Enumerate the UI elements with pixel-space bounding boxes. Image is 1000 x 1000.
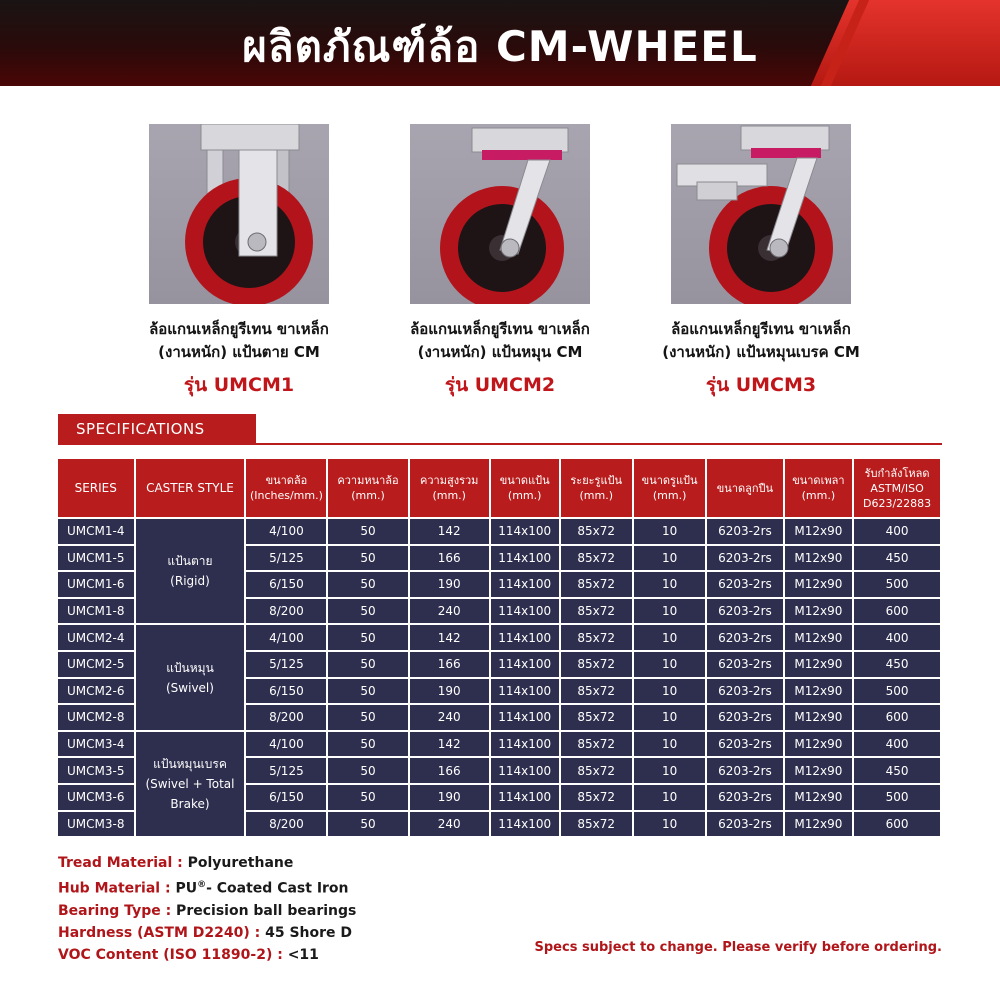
- cell-bolt-spacing: 85x72: [561, 785, 632, 810]
- cell-bolt-spacing: 85x72: [561, 625, 632, 650]
- table-row: [58, 625, 940, 650]
- note-hardness: Hardness (ASTM D2240) : 45 Shore D: [58, 924, 353, 941]
- cell-wheel-size: 8/200: [246, 812, 326, 837]
- cell-axle-size: M12x90: [785, 519, 853, 544]
- column-header-load-capacity: รับกำลังโหลด ASTM/ISO D623/22883: [854, 459, 940, 517]
- column-header-bolt-hole-size: ขนาดรูแป้น (mm.): [634, 459, 705, 517]
- disclaimer-text: Specs subject to change. Please verify before ordering.: [534, 940, 942, 955]
- product-description-line2: (งานหนัก) แป้นหมุนเบรค CM: [662, 343, 860, 361]
- cell-load-capacity: 600: [854, 812, 940, 837]
- cell-plate-size: 114x100: [491, 679, 559, 704]
- cell-overall-height: 240: [410, 812, 489, 837]
- cell-axle-size: M12x90: [785, 599, 853, 624]
- cell-series: UMCM2-8: [58, 705, 134, 730]
- cell-wheel-width: 50: [328, 599, 407, 624]
- cell-wheel-size: 8/200: [246, 705, 326, 730]
- cell-bolt-hole-size: 10: [634, 625, 705, 650]
- cell-bearing-size: 6203-2rs: [707, 546, 782, 571]
- cell-bearing-size: 6203-2rs: [707, 625, 782, 650]
- cell-overall-height: 142: [410, 519, 489, 544]
- cell-overall-height: 190: [410, 679, 489, 704]
- cell-load-capacity: 500: [854, 679, 940, 704]
- cell-series: UMCM3-5: [58, 758, 134, 783]
- product-description-line2: (งานหนัก) แป้นหมุน CM: [417, 343, 583, 361]
- product-model: รุ่น UMCM1: [183, 374, 295, 396]
- cell-bearing-size: 6203-2rs: [707, 572, 782, 597]
- cell-plate-size: 114x100: [491, 758, 559, 783]
- column-header-wheel-width: ความหนาล้อ (mm.): [328, 459, 407, 517]
- cell-bearing-size: 6203-2rs: [707, 812, 782, 837]
- cell-axle-size: M12x90: [785, 758, 853, 783]
- product-photo-swivel-brake-caster: [671, 124, 851, 304]
- cell-series: UMCM2-6: [58, 679, 134, 704]
- product-description-line1: ล้อแกนเหล็กยูรีเทน ขาเหล็ก: [410, 320, 590, 338]
- cell-wheel-size: 5/125: [246, 546, 326, 571]
- swivel-brake-caster-icon: [671, 124, 851, 304]
- cell-load-capacity: 400: [854, 519, 940, 544]
- cell-bolt-spacing: 85x72: [561, 519, 632, 544]
- caster-style-text: แป้นหมุนเบรค: [153, 756, 227, 771]
- cell-axle-size: M12x90: [785, 572, 853, 597]
- cell-caster-style: [136, 625, 245, 729]
- cell-load-capacity: 450: [854, 652, 940, 677]
- product-description-line1: ล้อแกนเหล็กยูรีเทน ขาเหล็ก: [671, 320, 851, 338]
- note-bearing-type: Bearing Type : Precision ball bearings: [58, 902, 357, 919]
- cell-bolt-spacing: 85x72: [561, 812, 632, 837]
- cell-axle-size: M12x90: [785, 652, 853, 677]
- specifications-table: [56, 457, 942, 838]
- cell-bolt-hole-size: 10: [634, 758, 705, 783]
- page-title: ผลิตภัณฑ์ล้อ CM-WHEEL: [242, 22, 758, 71]
- cell-bearing-size: 6203-2rs: [707, 705, 782, 730]
- cell-plate-size: 114x100: [491, 599, 559, 624]
- column-header-overall-height: ความสูงรวม (mm.): [410, 459, 489, 517]
- caster-style-text: (Swivel): [166, 680, 214, 695]
- cell-plate-size: 114x100: [491, 625, 559, 650]
- cell-bolt-hole-size: 10: [634, 652, 705, 677]
- product-card-umcm2: [370, 124, 630, 400]
- cell-plate-size: 114x100: [491, 732, 559, 757]
- cell-wheel-width: 50: [328, 679, 407, 704]
- cell-axle-size: M12x90: [785, 546, 853, 571]
- cell-series: UMCM1-5: [58, 546, 134, 571]
- product-model: รุ่น UMCM2: [444, 374, 556, 396]
- cell-load-capacity: 400: [854, 625, 940, 650]
- cell-bolt-spacing: 85x72: [561, 599, 632, 624]
- cell-wheel-size: 4/100: [246, 625, 326, 650]
- cell-overall-height: 166: [410, 652, 489, 677]
- note-voc-content: VOC Content (ISO 11890-2) : <11: [58, 946, 319, 963]
- cell-wheel-size: 5/125: [246, 652, 326, 677]
- cell-load-capacity: 500: [854, 785, 940, 810]
- column-header-bearing-size: ขนาดลูกปืน: [707, 459, 782, 517]
- cell-wheel-width: 50: [328, 705, 407, 730]
- cell-bearing-size: 6203-2rs: [707, 758, 782, 783]
- cell-plate-size: 114x100: [491, 785, 559, 810]
- cell-axle-size: M12x90: [785, 705, 853, 730]
- cell-bolt-spacing: 85x72: [561, 572, 632, 597]
- cell-bolt-hole-size: 10: [634, 572, 705, 597]
- product-photo-rigid-caster: [149, 124, 329, 304]
- caster-style-text: แป้นตาย: [167, 554, 213, 569]
- specifications-divider: [58, 443, 942, 445]
- cell-overall-height: 166: [410, 546, 489, 571]
- specifications-label: SPECIFICATIONS: [58, 414, 256, 444]
- cell-bolt-spacing: 85x72: [561, 679, 632, 704]
- cell-bolt-hole-size: 10: [634, 599, 705, 624]
- column-header-plate-size: ขนาดแป้น (mm.): [491, 459, 559, 517]
- cell-load-capacity: 600: [854, 705, 940, 730]
- cell-wheel-width: 50: [328, 519, 407, 544]
- cell-bearing-size: 6203-2rs: [707, 785, 782, 810]
- cell-series: UMCM3-8: [58, 812, 134, 837]
- column-header-axle-size: ขนาดเพลา (mm.): [785, 459, 853, 517]
- cell-bolt-hole-size: 10: [634, 732, 705, 757]
- cell-wheel-size: 6/150: [246, 572, 326, 597]
- cell-bolt-spacing: 85x72: [561, 758, 632, 783]
- cell-wheel-width: 50: [328, 652, 407, 677]
- cell-wheel-size: 4/100: [246, 732, 326, 757]
- column-header-bolt-spacing: ระยะรูแป้น (mm.): [561, 459, 632, 517]
- cell-wheel-size: 4/100: [246, 519, 326, 544]
- cell-axle-size: M12x90: [785, 679, 853, 704]
- cell-plate-size: 114x100: [491, 812, 559, 837]
- product-photo-swivel-caster: [410, 124, 590, 304]
- cell-overall-height: 166: [410, 758, 489, 783]
- cell-wheel-width: 50: [328, 785, 407, 810]
- cell-wheel-size: 6/150: [246, 785, 326, 810]
- cell-series: UMCM1-6: [58, 572, 134, 597]
- column-header-wheel-size: ขนาดล้อ (Inches/mm.): [246, 459, 326, 517]
- cell-load-capacity: 450: [854, 546, 940, 571]
- cell-wheel-width: 50: [328, 758, 407, 783]
- cell-bolt-hole-size: 10: [634, 679, 705, 704]
- column-header-caster-style: CASTER STYLE: [136, 459, 245, 517]
- cell-bolt-spacing: 85x72: [561, 705, 632, 730]
- cell-wheel-width: 50: [328, 625, 407, 650]
- cell-plate-size: 114x100: [491, 652, 559, 677]
- note-tread-material: Tread Material : Polyurethane: [58, 855, 294, 871]
- column-header-series: SERIES: [58, 459, 134, 517]
- cell-bearing-size: 6203-2rs: [707, 679, 782, 704]
- cell-load-capacity: 600: [854, 599, 940, 624]
- cell-caster-style: [136, 732, 245, 836]
- table-header-row: [58, 459, 940, 517]
- cell-plate-size: 114x100: [491, 546, 559, 571]
- cell-axle-size: M12x90: [785, 732, 853, 757]
- cell-load-capacity: 400: [854, 732, 940, 757]
- cell-wheel-width: 50: [328, 546, 407, 571]
- cell-wheel-size: 5/125: [246, 758, 326, 783]
- table-row: [58, 519, 940, 544]
- cell-load-capacity: 500: [854, 572, 940, 597]
- cell-load-capacity: 450: [854, 758, 940, 783]
- cell-overall-height: 240: [410, 599, 489, 624]
- cell-axle-size: M12x90: [785, 785, 853, 810]
- cell-series: UMCM2-4: [58, 625, 134, 650]
- product-description-line1: ล้อแกนเหล็กยูรีเทน ขาเหล็ก: [149, 320, 329, 338]
- cell-bolt-spacing: 85x72: [561, 652, 632, 677]
- cell-axle-size: M12x90: [785, 625, 853, 650]
- cell-series: UMCM3-6: [58, 785, 134, 810]
- cell-caster-style: [136, 519, 245, 623]
- material-notes: [58, 852, 356, 966]
- cell-bolt-hole-size: 10: [634, 519, 705, 544]
- caster-style-text: Brake): [170, 796, 210, 811]
- cell-bearing-size: 6203-2rs: [707, 599, 782, 624]
- caster-style-text: (Swivel + Total: [145, 776, 235, 791]
- cell-bolt-spacing: 85x72: [561, 732, 632, 757]
- cell-series: UMCM1-8: [58, 599, 134, 624]
- product-model: รุ่น UMCM3: [705, 374, 817, 396]
- cell-overall-height: 190: [410, 785, 489, 810]
- product-description-line2: (งานหนัก) แป้นตาย CM: [158, 343, 320, 361]
- cell-wheel-size: 8/200: [246, 599, 326, 624]
- cell-wheel-width: 50: [328, 732, 407, 757]
- cell-bolt-hole-size: 10: [634, 705, 705, 730]
- page-header: [0, 0, 1000, 86]
- cell-wheel-width: 50: [328, 572, 407, 597]
- cell-bolt-spacing: 85x72: [561, 546, 632, 571]
- product-card-umcm3: [631, 124, 891, 400]
- cell-wheel-width: 50: [328, 812, 407, 837]
- product-card-umcm1: [109, 124, 369, 400]
- cell-bearing-size: 6203-2rs: [707, 519, 782, 544]
- cell-series: UMCM3-4: [58, 732, 134, 757]
- cell-bearing-size: 6203-2rs: [707, 652, 782, 677]
- cell-bearing-size: 6203-2rs: [707, 732, 782, 757]
- cell-bolt-hole-size: 10: [634, 812, 705, 837]
- cell-overall-height: 142: [410, 625, 489, 650]
- note-hub-material: Hub Material : PU®- Coated Cast Iron: [58, 880, 349, 897]
- cell-axle-size: M12x90: [785, 812, 853, 837]
- swivel-caster-icon: [410, 124, 590, 304]
- cell-series: UMCM1-4: [58, 519, 134, 544]
- cell-bolt-hole-size: 10: [634, 785, 705, 810]
- cell-plate-size: 114x100: [491, 705, 559, 730]
- cell-series: UMCM2-5: [58, 652, 134, 677]
- cell-overall-height: 190: [410, 572, 489, 597]
- cell-bolt-hole-size: 10: [634, 546, 705, 571]
- caster-style-text: (Rigid): [170, 574, 210, 589]
- rigid-caster-icon: [149, 124, 329, 304]
- cell-plate-size: 114x100: [491, 519, 559, 544]
- caster-style-text: แป้นหมุน: [166, 660, 214, 675]
- cell-overall-height: 240: [410, 705, 489, 730]
- cell-wheel-size: 6/150: [246, 679, 326, 704]
- table-row: [58, 732, 940, 757]
- cell-overall-height: 142: [410, 732, 489, 757]
- cell-plate-size: 114x100: [491, 572, 559, 597]
